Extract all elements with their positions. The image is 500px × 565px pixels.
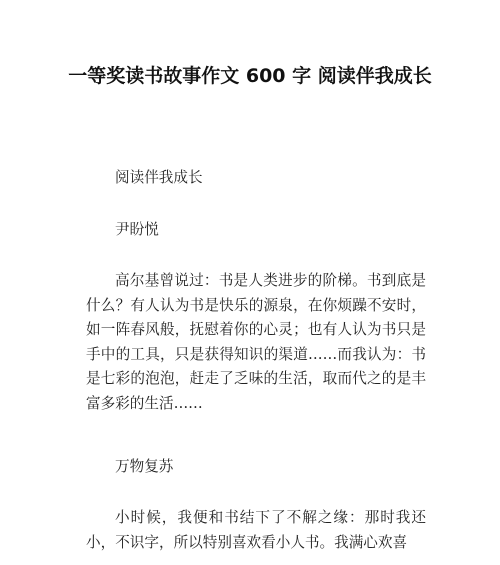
section-heading-revival: 万物复苏 bbox=[115, 458, 174, 475]
author-name: 尹盼悦 bbox=[115, 221, 159, 238]
section-heading-reading: 阅读伴我成长 bbox=[115, 169, 203, 186]
document-title: 一等奖读书故事作文 600 字 阅读伴我成长 bbox=[68, 65, 432, 87]
body-paragraph-intro: 高尔基曾说过：书是人类进步的阶梯。书到底是什么？有人认为书是快乐的源泉，在你烦躁不安时，如一阵春风般，抚慰着你的心灵；也有人认为书只是手中的工具，只是获得知识的渠道……而我认为：书是七彩的泡泡，赶走了乏味的生活，取而代之的是丰富多彩的生活…… bbox=[86, 272, 426, 412]
body-paragraph-childhood: 小时候，我便和书结下了不解之缘：那时我还小，不识字，所以特别喜欢看小人书。我满心欢喜 bbox=[86, 509, 426, 551]
